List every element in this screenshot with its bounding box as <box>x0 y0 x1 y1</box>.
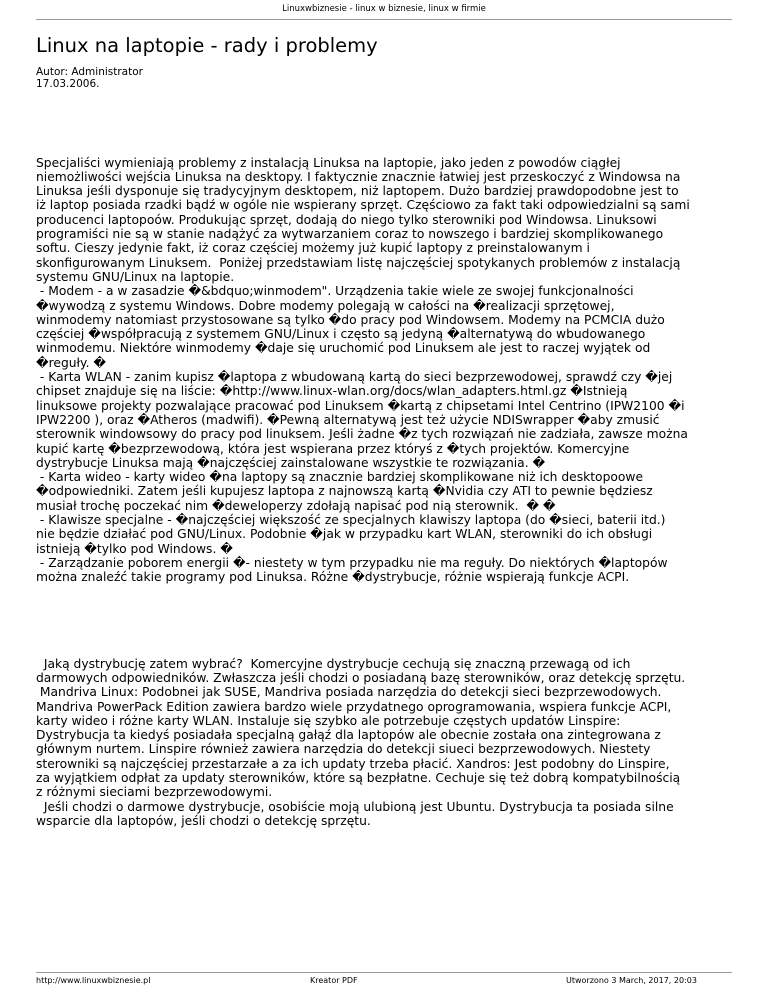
paragraph-distributions <box>36 657 736 829</box>
body-text-line: iż laptop posiada rzadki bądź w ogóle nie wspierany sprzęt. Częściowo za fakt taki odpowiedzialni są sami <box>36 198 690 213</box>
paragraph-gap <box>36 613 736 628</box>
body-text-line: częściej �współpracują z systemem GNU/Linux i często są jedyną �alternatywą do wbudowanego <box>36 327 646 342</box>
body-text-line: Mandriva PowerPack Edition zawiera bardzo wiele przydatnego oprogramowania, wspiera funkcje ACPI, <box>36 699 672 714</box>
paragraph-problems <box>36 156 736 585</box>
article-date: 17.03.2006. <box>36 78 100 90</box>
body-text-line: Jaką dystrybucję zatem wybrać? Komercyjne dystrybucje cechują się znaczną przewagą od ich <box>36 656 631 671</box>
body-text-line: można znaleźć takie programy pod Linuksa. Różne �dystrybucje, różnie wspierają funkcje ACPI. <box>36 570 630 585</box>
footer-generator: Kreator PDF <box>310 976 358 985</box>
article-title: Linux na laptopie - rady i problemy <box>36 34 378 57</box>
body-text-line: darmowych odpowiedników. Zwłaszcza jeśli chodzi o posiadaną bazę sterowników, oraz detekcję sprzętu. <box>36 670 686 685</box>
article-body <box>36 127 736 843</box>
body-text-line: Jeśli chodzi o darmowe dystrybucje, osobiście moją ulubioną jest Ubuntu. Dystrybucja ta posiada silne <box>36 799 674 814</box>
body-text-line: softu. Cieszy jedynie fakt, iż coraz częściej możemy już kupić laptopy z preinstalowanym i <box>36 241 590 256</box>
body-text-line: - Modem - a w zasadzie �&bdquo;winmodem". Urządzenia takie wiele ze swojej funkcjonalności <box>36 284 634 299</box>
body-text-line: musiał trochę poczekać nim �deweloperzy zdołają napisać pod nią sterownik. � � <box>36 498 556 513</box>
body-text-line: Specjaliści wymieniają problemy z instalacją Linuksa na laptopie, jako jeden z powodów ciągłej <box>36 155 621 170</box>
body-text-line: �odpowiedniki. Zatem jeśli kupujesz laptopa z najnowszą kartą �Nvidia czy ATI to pewnie będziesz <box>36 484 653 499</box>
footer-url[interactable]: http://www.linuxwbiznesie.pl <box>36 976 151 985</box>
body-text-line: głównym nurtem. Linspire również zawiera narzędzia do detekcji siueci bezprzewodowych. Niestety <box>36 742 651 757</box>
body-text-line: winmodemy natomiast przystosowane są tylko �do pracy pod Windowsem. Modemy na PCMCIA dużo <box>36 312 665 327</box>
header-rule <box>36 19 732 20</box>
body-text-line: systemu GNU/Linux na laptopie. <box>36 269 235 284</box>
page-header <box>0 4 768 15</box>
body-text-line: - Karta wideo - karty wideo �na laptopy są znacznie bardziej skomplikowane niż ich desktopoowe <box>36 470 644 485</box>
body-text-line: producenci laptopoów. Produkując sprzęt, dodają do niego tylko sterowniki pod Windowsa. Linuksowi <box>36 212 657 227</box>
body-text-line: programiści nie są w stanie nadążyć za wytwarzaniem coraz to nowszego i bardziej skomplikowanego <box>36 227 664 242</box>
body-text-line: karty wideo i różne karty WLAN. Instaluje się szybko ale potrzebuje częstych updatów Linspire: <box>36 713 621 728</box>
body-text-line: istnieją �tylko pod Windows. � <box>36 541 233 556</box>
body-text-line: - Karta WLAN - zanim kupisz �laptopa z wbudowaną kartą do sieci bezprzewodowej, sprawdź czy �jej <box>36 370 673 385</box>
body-text-line: wsparcie dla laptopów, jeśli chodzi o detekcję sprzętu. <box>36 813 371 828</box>
body-text-line: skonfigurowanym Linuksem. Poniżej przedstawiam listę najczęściej spotykanych problemów z instalacją <box>36 255 681 270</box>
body-text-line: sterownik windowsowy do pracy pod linuksem. Jeśli żadne �z tych rozwiązań nie zadziała, zawsze można <box>36 427 688 442</box>
article-meta <box>36 66 143 90</box>
body-text-line: winmodemu. Niektóre winmodemy �daje się uruchomić pod Linuksem ale jest to raczej wyjątek od <box>36 341 651 356</box>
body-text-line: �reguły. � <box>36 355 107 370</box>
body-text-line: z różnymi sieciami bezprzewodowymi. <box>36 785 273 800</box>
body-text-line: niemożliwości wejścia Linuksa na desktopy. I faktycznie znacznie łatwiej jest przeskoczyć z Windowsa na <box>36 169 681 184</box>
body-text-line: dystrybucje Linuksa mają �najczęściej zainstalowane wszystkie te rozwiązania. � <box>36 455 546 470</box>
body-text-line: chipset znajduje się na liście: �http://www.linux-wlan.org/docs/wlan_adapters.html.gz �Istnieją <box>36 384 628 399</box>
body-text-line: Dystrybucja ta kiedyś posiadała specjalną gałąź dla laptopów ale obecnie została ona zintegrowana z <box>36 728 661 743</box>
footer-rule <box>36 972 732 973</box>
footer-created: Utworzono 3 March, 2017, 20:03 <box>566 976 697 985</box>
body-text-line: za wyjątkiem odpłat za updaty sterowników, które są bezpłatne. Cechuje się też dobrą kompatybilnością <box>36 771 681 786</box>
body-text-line: - Zarządzanie poborem energii �- niestety w tym przypadku nie ma reguły. Do niektórych �laptopów <box>36 555 668 570</box>
body-text-line: nie będzie działać pod GNU/Linux. Podobnie �jak w przypadku kart WLAN, sterowniki do ich obsługi <box>36 527 653 542</box>
body-text-line: IPW2200 ), oraz �Atheros (madwifi). �Pewną alternatywą jest też użycie NDISwrapper �aby zmusić <box>36 412 660 427</box>
body-text-line: Linuksa jeśli dysponuje się tradycyjnym desktopem, niż laptopem. Dużo bardziej prawdopodobne jest to <box>36 184 679 199</box>
site-title-line: Linuxwbiznesie - linux w biznesie, linux w firmie <box>282 4 486 14</box>
body-text-line: linuksowe projekty pozwalające pracować pod Linuksem �kartą z chipsetami Intel Centrino (IPW2100 �i <box>36 398 685 413</box>
body-text-line: Mandriva Linux: Podobnei jak SUSE, Mandriva posiada narzędzia do detekcji sieci bezprzewodowych. <box>36 685 662 700</box>
body-text-line: kupić kartę �bezprzewodową, która jest wspierana przez któryś z �tych projektów. Komercyjne <box>36 441 630 456</box>
article-author: Autor: Administrator <box>36 66 143 78</box>
body-text-line: sterowniki są najczęściej przestarzałe a za ich updaty trzeba płacić. Xandros: Jest podobny do Linspire, <box>36 756 670 771</box>
body-text-line: - Klawisze specjalne - �najczęściej większość ze specjalnych klawiszy laptopa (do �sieci, baterii itd.) <box>36 513 666 528</box>
body-text-line: �wywodzą z systemu Windows. Dobre modemy polegają w całości na �realizacji sprzętowej, <box>36 298 615 313</box>
